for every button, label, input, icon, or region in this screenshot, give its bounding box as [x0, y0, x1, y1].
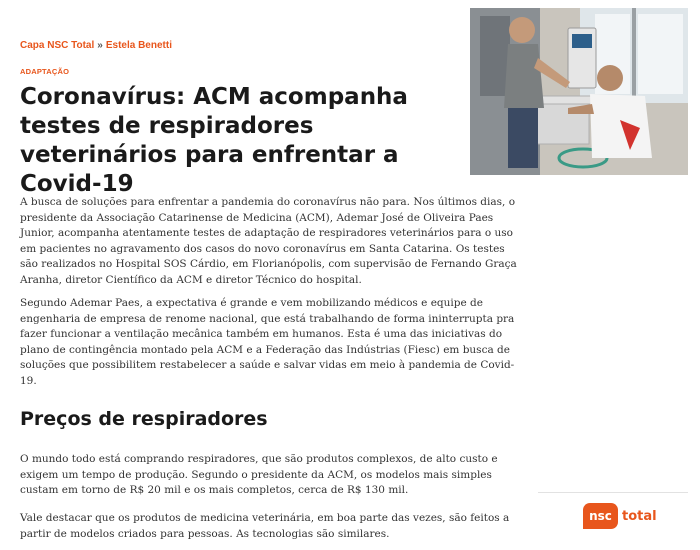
logo-word: total [622, 508, 657, 524]
nsc-total-logo[interactable] [583, 503, 657, 529]
section-heading: Preços de respiradores [20, 408, 268, 430]
category-tag[interactable]: ADAPTAÇÃO [20, 67, 70, 76]
article-paragraph-2: Segundo Ademar Paes, a expectativa é grande e vem mobilizando médicos e equipe de engenharia de empresa de renome nacional, que está trabalhando de forma ininterrupta pra fazer funcionar a ventilação mecânica também em humanos. Esta é uma das iniciativas do plano de contingência montado pela ACM e a Federação das Indústrias (Fiesc) em busca de soluções que possibilitem restabelecer a saúde e salvar vidas em meio à pandemia de Covid-19. [20, 297, 515, 387]
hospital-photo-illustration [470, 8, 688, 175]
article-paragraph-4: Vale destacar que os produtos de medicina veterinária, em boa parte das vezes, são feitos a partir de modelos criados para pessoas. As tecnologias são similares. [20, 512, 510, 540]
article-paragraph-3: O mundo todo está comprando respiradores, que são produtos complexos, de alto custo e exigem um tempo de produção. Segundo o presidente da ACM, os modelos mais simples custam em torno de R$ 20 mil e os mais completos, cerca de R$ 130 mil. [20, 453, 498, 497]
article-photo [470, 8, 688, 175]
breadcrumb-link-capa[interactable]: Capa NSC Total [20, 40, 95, 51]
logo-badge: nsc [583, 503, 618, 529]
sidebar-divider [538, 492, 688, 493]
breadcrumb-separator: » [97, 40, 103, 51]
article-paragraph-1: A busca de soluções para enfrentar a pandemia do coronavírus não para. Nos últimos dias, o presidente da Associação Catarinense de Medicina (ACM), Ademar José de Oliveira Paes Junior, acompanha atentamente testes de adaptação de respiradores veterinários para o uso em pacientes no agravamento dos casos do novo coronavírus em Santa Catarina. Os testes são realizados no Hospital SOS Cárdio, em Florianópolis, com supervisão de Fernando Graça Aranha, diretor Científico da ACM e diretor Técnico do hospital. [20, 196, 517, 286]
article-headline: Coronavírus: ACM acompanha testes de respiradores veterinários para enfrentar a Covid-19 [20, 84, 408, 197]
breadcrumb [20, 40, 172, 51]
breadcrumb-link-author[interactable]: Estela Benetti [105, 40, 172, 51]
